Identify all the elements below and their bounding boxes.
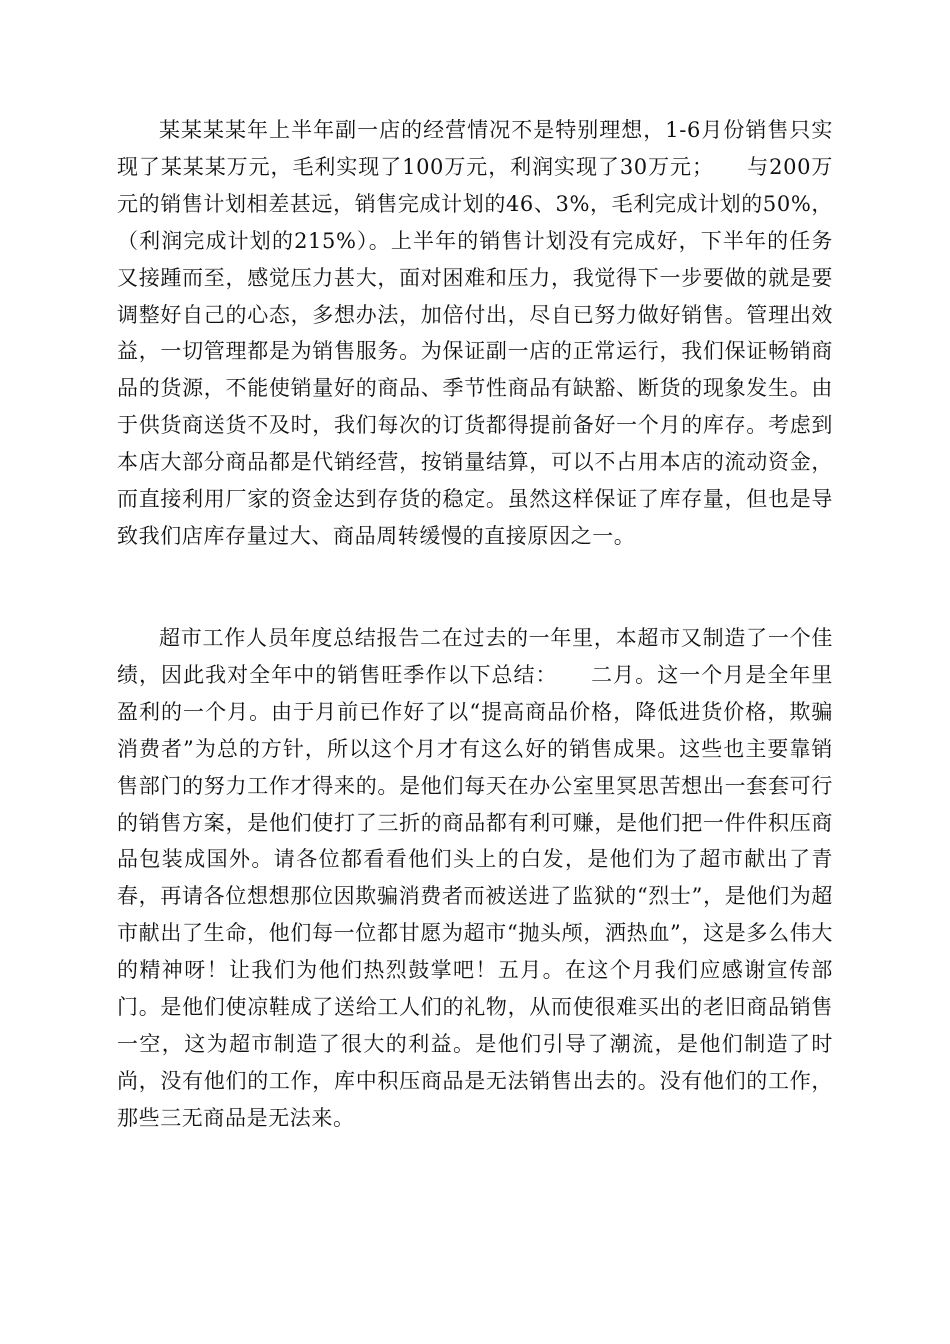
paragraph-first-half-year-report: 某某某某年上半年副一店的经营情况不是特别理想，1-6月份销售只实现了某某某万元，毛利实现了100万元，利润实现了30万元； 与200万元的销售计划相差甚远，销售完成计划的46、3%，毛利完成计划的50%，（利润完成计划的215%）。上半年的销售计划没有完成好，下半年的任务又接踵而至，感觉压力甚大，面对困难和压力，我觉得下一步要做的就是要调整好自己的心态，多想办法，加倍付出，尽自已努力做好销售。管理出效益，一切管理都是为销售服务。为保证副一店的正常运行，我们保证畅销商品的货源，不能使销量好的商品、季节性商品有缺豁、断货的现象发生。由于供货商送货不及时，我们每次的订货都得提前备好一个月的库存。考虑到本店大部分商品都是代销经营，按销量结算，可以不占用本店的流动资金，而直接利用厂家的资金达到存货的稳定。虽然这样保证了库存量，但也是导致我们店库存量过大、商品周转缓慢的直接原因之一。 (117, 118, 833, 548)
paragraph-annual-summary-report: 超市工作人员年度总结报告二在过去的一年里，本超市又制造了一个佳绩，因此我对全年中的销售旺季作以下总结： 二月。这一个月是全年里盈利的一个月。由于月前已作好了以“提高商品价格，降低进货价格，欺骗消费者”为总的方针，所以这个月才有这么好的销售成果。这些也主要靠销售部门的努力工作才得来的。是他们每天在办公室里冥思苦想出一套套可行的销售方案，是他们使打了三折的商品都有利可赚，是他们把一件件积压商品包装成国外。请各位都看看他们头上的白发，是他们为了超市献出了青春，再请各位想想那位因欺骗消费者而被送进了监狱的“烈士”，是他们为超市献出了生命，他们每一位都甘愿为超市“抛头颅，洒热血”，这是多么伟大的精神呀！让我们为他们热烈鼓掌吧！五月。在这个月我们应感谢宣传部门。是他们使凉鞋成了送给工人们的礼物，从而使很难买出的老旧商品销售一空，这为超市制造了很大的利益。是他们引导了潮流，是他们制造了时尚，没有他们的工作，库中积压商品是无法销售出去的。没有他们的工作，那些三无商品是无法来。 (117, 626, 833, 1130)
